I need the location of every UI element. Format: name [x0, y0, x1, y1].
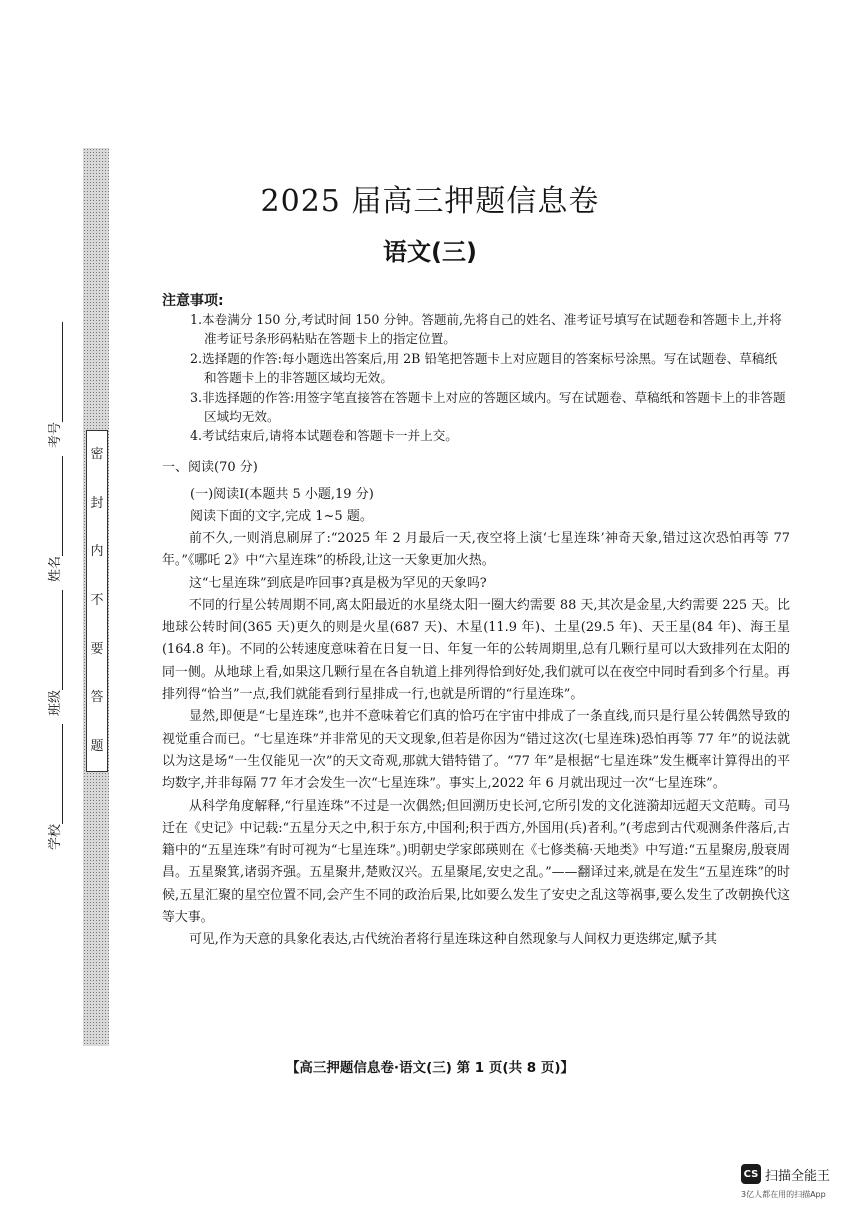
- passage-paragraph: 前不久,一则消息刷屏了:“2025 年 2 月最后一天,夜空将上演‘七星连珠’神奇天象,错过这次恐怕再等 77 年。”《哪吒 2》中“六星连珠”的桥段,让这一天象更加火热。: [162, 531, 790, 569]
- page-footer: 【高三押题信息卷·语文(三) 第 1 页(共 8 页)】: [285, 1060, 575, 1076]
- name-blank: [52, 456, 63, 556]
- school-blank: [52, 724, 63, 824]
- notice-heading: 注意事项:: [162, 293, 224, 309]
- passage-paragraph: 显然,即便是“七星连珠”,也并不意味着它们真的恰巧在宇宙中排成了一条直线,而只是行星公转偶然导致的视觉重合而已。“七星连珠”并非常见的天文现象,但若是你因为“错过这次(七星连珠)恐怕再等 77 年”的说法就以为这是场“一生仅能见一次”的天文奇观,那就大错特错了。“77 年”是根据“七星连珠”发生概率计算得出的平均数字,并非每隔 77 年才会发生一次“七星连珠”。事实上,2022 年 6 月就出现过一次“七星连珠”。: [162, 709, 790, 792]
- notice-list: [190, 310, 788, 446]
- seal-char: 密: [90, 447, 104, 463]
- passage-paragraph: 可见,作为天意的具象化表达,古代统治者将行星连珠这种自然现象与人间权力更迭绑定,赋予其: [189, 932, 717, 948]
- scanner-watermark: [741, 1164, 830, 1184]
- scanner-app-name: 扫描全能王: [765, 1168, 831, 1184]
- school-label: 学校: [47, 823, 63, 850]
- seal-line-notice: [86, 430, 108, 772]
- seal-char: 要: [90, 641, 104, 657]
- school-field[interactable]: [44, 724, 63, 850]
- subsection-heading: (一)阅读Ⅰ(本题共 5 小题,19 分): [190, 487, 374, 502]
- seal-char: 题: [90, 738, 104, 754]
- notice-item: 2.选择题的作答:每小题选出答案后,用 2B 铅笔把答题卡上对应题目的答案标号涂黑。写在试题卷、草稿纸和答题卡上的非答题区域均无效。: [190, 350, 778, 386]
- section-heading: 一、阅读(70 分): [162, 460, 258, 475]
- class-label: 班级: [47, 689, 63, 716]
- notice-item: 1.本卷满分 150 分,考试时间 150 分钟。答题前,先将自己的姓名、准考证号填写在试题卷和答题卡上,并将准考证号条形码粘贴在答题卡上的指定位置。: [190, 312, 782, 347]
- seal-char: 内: [90, 544, 104, 560]
- exam-title: 2025 届高三押题信息卷: [260, 184, 600, 219]
- class-blank: [52, 590, 63, 690]
- name-field[interactable]: [44, 456, 63, 582]
- reading-instruction: 阅读下面的文字,完成 1~5 题。: [190, 509, 373, 524]
- seal-char: 封: [90, 495, 104, 511]
- passage-paragraph: 不同的行星公转周期不同,离太阳最近的水星绕太阳一圈大约需要 88 天,其次是金星,大约需要 225 天。比地球公转时间(365 天)更久的则是火星(687 天)、木星(11.9 年)、土星(29.5 年)、天王星(84 年)、海王星(164.8 年)。不同的公转速度意味着在日复一日、年复一年的公转周期里,总有几颗行星可以大致排列在太阳的同一侧。从地球上看,如果这几颗行星在各自轨道上排列得恰到好处,我们就可以在夜空中同时看到多个行星。再排列得“恰当”一点,我们就能看到行星排成一行,也就是所谓的“行星连珠”。: [162, 597, 790, 703]
- scanner-tagline: 3亿人都在用的扫描App: [741, 1190, 826, 1199]
- passage-paragraph: 从科学角度解释,“行星连珠”不过是一次偶然;但回溯历史长河,它所引发的文化涟漪却远超天文范畴。司马迁在《史记》中记载:“五星分天之中,积于东方,中国利;积于西方,外国用(兵)者利。”(考虑到古代观测条件落后,古籍中的“五星连珠”有时可视为“七星连珠”。)明朝史学家郎瑛则在《七修类稿·天地类》中写道:“五星聚房,殷衰周昌。五星聚箕,诸弱齐强。五星聚井,楚败汉兴。五星聚尾,安史之乱。”——翻译过来,就是在发生“五星连珠”的时候,五星汇聚的星空位置不同,会产生不同的政治后果,比如要么发生了安史之乱这等祸事,要么发生了改朝换代这等大事。: [162, 798, 790, 926]
- notice-item: 3.非选择题的作答:用签字笔直接答在答题卡上对应的答题区域内。写在试题卷、草稿纸和答题卡上的非答题区域均无效。: [190, 389, 786, 425]
- reading-passage: [162, 528, 790, 952]
- notice-item: 4.考试结束后,请将本试题卷和答题卡一并上交。: [190, 428, 458, 444]
- exam-number-label: 考号: [47, 421, 63, 448]
- exam-number-blank: [52, 322, 63, 422]
- camscanner-logo-icon: CS: [741, 1164, 761, 1184]
- exam-number-field[interactable]: [44, 322, 63, 448]
- seal-char: 答: [90, 690, 104, 706]
- passage-paragraph: 这“七星连珠”到底是咋回事?真是极为罕见的天象吗?: [189, 575, 487, 591]
- student-info-fields: [40, 290, 66, 850]
- exam-subtitle: 语文(三): [383, 238, 477, 266]
- class-field[interactable]: [44, 590, 63, 716]
- seal-char: 不: [90, 592, 104, 608]
- name-label: 姓名: [47, 555, 63, 582]
